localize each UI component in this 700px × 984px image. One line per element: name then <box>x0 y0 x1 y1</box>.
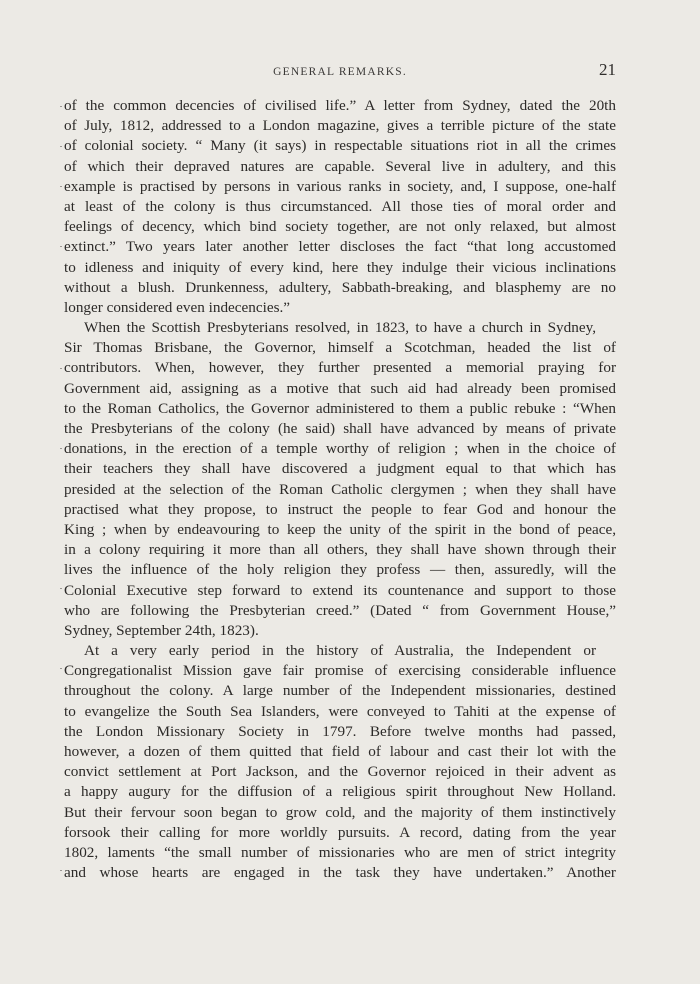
text-line: of the common decencies of civilised life.” A letter from Sydney, dated the 20th <box>64 97 616 114</box>
speck <box>60 246 62 247</box>
paragraph-last-line: longer considered even indecencies.” <box>64 298 291 316</box>
speck <box>60 106 62 107</box>
speck <box>60 186 62 187</box>
text-line: however, a dozen of them quitted that field of labour and cast their lot with the <box>64 743 616 760</box>
text-line: example is practised by persons in various ranks in society, and, I suppose, one-half <box>64 177 616 195</box>
text-line: donations, in the erection of a temple worthy of religion ; when in the choice of <box>64 440 616 458</box>
text-line: to the Roman Catholics, the Governor administered to them a public rebuke : “When <box>64 399 616 417</box>
speck <box>60 448 62 449</box>
text-line: 1802, laments “the small number of missionaries who are men of strict integrity <box>64 843 616 861</box>
page-number: 21 <box>599 60 616 79</box>
speck <box>60 870 62 871</box>
text-line: Sir Thomas Brisbane, the Governor, himself a Scotchman, headed the list of <box>64 339 616 357</box>
text-line: at least of the colony is thus circumstanced. All those ties of moral order and <box>64 197 616 215</box>
text-line: in a colony requiring it more than all others, they shall have shown through their <box>64 541 616 559</box>
running-head: GENERAL REMARKS. <box>273 66 407 78</box>
text-line: convict settlement at Port Jackson, and the Governor rejoiced in their advent as <box>64 763 616 781</box>
text-line: of July, 1812, addressed to a London magazine, gives a terrible picture of the state <box>64 117 616 135</box>
text-line: who are following the Presbyterian creed.” (Dated “ from Government House,” <box>64 601 616 619</box>
text-line: of which their depraved natures are capable. Several live in adultery, and this <box>64 157 616 175</box>
text-line: of colonial society. “ Many (it says) in respectable situations riot in all the crimes <box>64 137 616 155</box>
text-line: Colonial Executive step forward to extend its countenance and support to those <box>64 581 616 599</box>
body-text <box>64 96 616 883</box>
text-line: their teachers they shall have discovered a judgment equal to that which has <box>64 460 616 478</box>
text-line: practised what they propose, to instruct the people to fear God and honour the <box>64 500 616 518</box>
paragraph-first-line: At a very early period in the history of Australia, the Independent or <box>84 642 596 660</box>
text-line: the Presbyterians of the colony (he said) shall have advanced by means of private <box>64 420 616 437</box>
text-line: But their fervour soon began to grow cold, and the majority of them instinctively <box>64 803 616 821</box>
text-line: and whose hearts are engaged in the task they have undertaken.” Another <box>64 864 616 882</box>
text-line: to evangelize the South Sea Islanders, were conveyed to Tahiti at the expense of <box>64 702 616 720</box>
speck <box>60 668 62 669</box>
text-line: When the Scottish Presbyterians resolved, in 1823, to have a church in Sydney, <box>84 319 596 337</box>
text-line: extinct.” Two years later another letter discloses the fact “that long accustomed <box>64 238 616 256</box>
speck <box>60 146 62 147</box>
text-line: a happy augury for the diffusion of a religious spirit throughout New Holland. <box>64 783 616 801</box>
text-line: forsook their calling for more worldly pursuits. A record, dating from the year <box>64 823 616 841</box>
text-line: contributors. When, however, they further presented a memorial praying for <box>64 359 616 377</box>
text-line: presided at the selection of the Roman Catholic clergymen ; when they shall have <box>64 480 616 498</box>
text-line: feelings of decency, which bind society together, are not only relaxed, but almost <box>64 218 616 236</box>
text-line: lives the influence of the holy religion they profess — then, assuredly, will the <box>64 561 616 579</box>
paragraph-first-line <box>64 318 596 338</box>
page-header <box>64 60 616 84</box>
paragraph-last-line: Sydney, September 24th, 1823). <box>64 621 259 639</box>
text-line: Government aid, assigning as a motive that such aid had already been promised <box>64 379 616 397</box>
text-line: throughout the colony. A large number of the Independent missionaries, destined <box>64 682 616 700</box>
text-line: the London Missionary Society in 1797. Before twelve months had passed, <box>64 722 616 740</box>
text-line: Congregationalist Mission gave fair promise of exercising considerable influence <box>64 662 616 680</box>
text-line: to idleness and iniquity of every kind, here they indulge their vicious inclinations <box>64 258 616 276</box>
text-line: without a blush. Drunkenness, adultery, Sabbath-breaking, and blasphemy are no <box>64 278 616 296</box>
text-line: King ; when by endeavouring to keep the unity of the spirit in the bond of peace, <box>64 520 616 538</box>
speck <box>60 588 62 589</box>
speck <box>60 368 62 369</box>
